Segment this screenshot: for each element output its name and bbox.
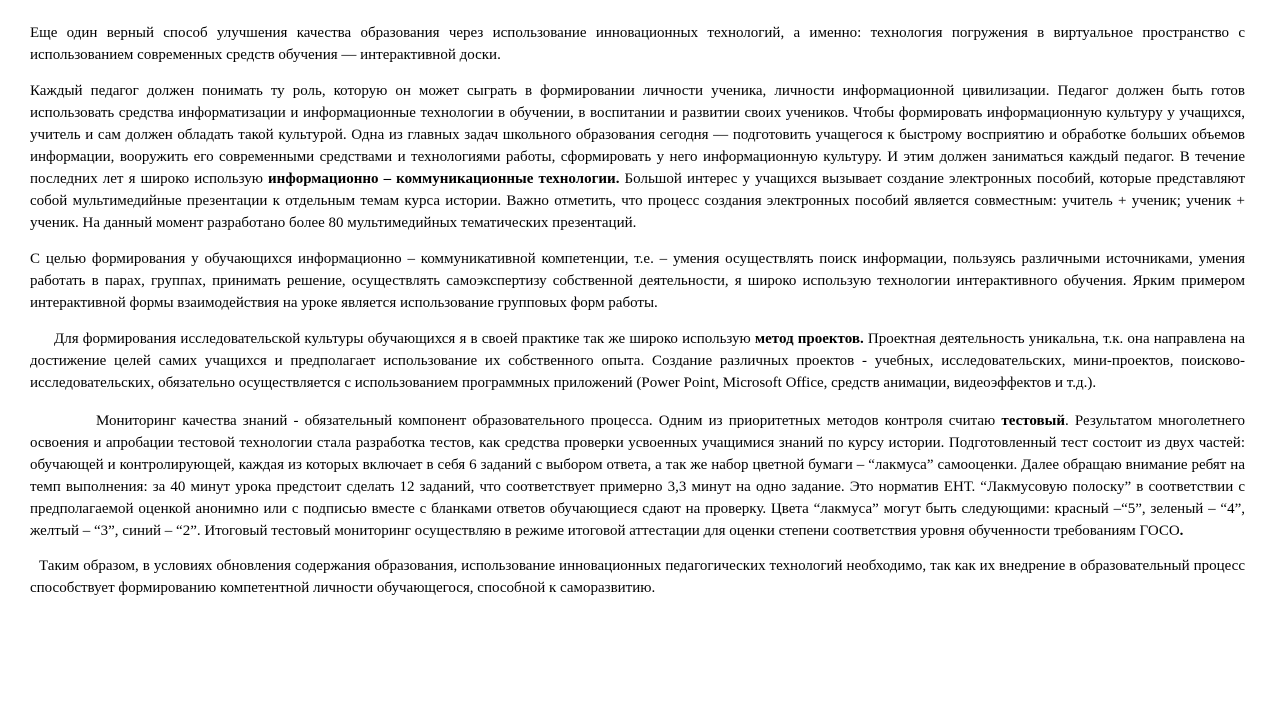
paragraph-projects — [30, 328, 1245, 394]
document-body — [30, 22, 1245, 599]
paragraph-monitoring — [30, 410, 1245, 542]
paragraph-interactive-board — [30, 22, 1245, 66]
paragraph-ict — [30, 80, 1245, 234]
paragraph-text: Каждый педагог должен понимать ту роль, которую он может сыграть в формировании личности ученика, личности информационной цивилизации. Педагог должен быть готов использовать средства информатизации и информационные технологии в обучении, в воспитании и развитии своих учеников. Чтобы формировать информационную культуру у учащихся, учитель и сам должен обладать такой культурой. Одна из главных задач школьного образования сегодня — подготовить учащегося к быстрому восприятию и обработке больших объемов информации, вооружить его современными средствами и технологиями работы, сформировать у него информационную культуру. И этим должен заниматься каждый педагог. В течение последних лет я широко использую — [30, 83, 1245, 187]
paragraph-conclusion — [30, 555, 1245, 599]
paragraph-text: Мониторинг качества знаний - обязательный компонент образовательного процесса. Одним из приоритетных методов контроля считаю — [96, 413, 1002, 429]
paragraph-text: Большой интерес у учащихся вызывает создание электронных пособий, которые представляют собой мультимедийные презентации к отдельным темам курса истории. Важно отметить, что процесс создания электронных пособий является совместным: учитель + ученик; ученик + ученик. На данный момент разработано более 80 мультимедийных тематических презентаций. — [30, 171, 1245, 231]
bold-term-test: тестовый — [1001, 413, 1065, 429]
paragraph-competence — [30, 248, 1245, 314]
paragraph-text: Проектная деятельность уникальна, т.к. она направлена на достижение целей самих учащихся и предполагает использование их собственного опыта. Создание различных проектов - учебных, исследовательских, мини-проектов, поисково-исследовательских, обязательно осуществляется с использованием программных приложений (Power Point, Microsoft Office, средств анимации, видеоэффектов и т.д.). — [30, 331, 1245, 391]
bold-period: . — [1179, 523, 1184, 539]
bold-term-project-method: метод проектов. — [754, 331, 864, 347]
paragraph-text: . Результатом многолетнего освоения и апробации тестовой технологии стала разработка тестов, как средства проверки усвоенных учащимися знаний по курсу истории. Подготовленный тест состоит из двух частей: обучающей и контролирующей, каждая из которых включает в себя 6 заданий с выбором ответа, а так же набор цветной бумаги – “лакмуса” самооценки. Далее обращаю внимание ребят на темп выполнения: за 40 минут урока предстоит сделать 12 заданий, что соответствует примерно 3,3 минут на одно задание. Это норматив ЕНТ. “Лакмусовую полоску” в соответствии с предполагаемой оценкой анонимно или с подписью вместе с бланками ответов обучающиеся сдают на проверку. Цвета “лакмуса” могут быть следующими: красный –“5”, зеленый – “4”, желтый – “3”, синий – “2”. Итоговый тестовый мониторинг осуществляю в режиме итоговой аттестации для оценки степени соответствия уровня обученности требованиям ГОСО — [30, 413, 1245, 539]
bold-term-ict: информационно – коммуникационные технологии. — [268, 171, 620, 187]
paragraph-text: С целью формирования у обучающихся информационно – коммуникативной компетенции, т.е. – умения осуществлять поиск информации, пользуясь различными источниками, умения работать в парах, группах, принимать решение, осуществлять самоэкспертизу собственной деятельности, я широко использую технологии интерактивного обучения. Ярким примером интерактивной формы взаимодействия на уроке является использование групповых форм работы. — [30, 251, 1245, 311]
paragraph-text: Еще один верный способ улучшения качества образования через использование инновационных технологий, а именно: технология погружения в виртуальное пространство с использованием современных средств обучения — интерактивной доски. — [30, 25, 1245, 63]
paragraph-text: Для формирования исследовательской культуры обучающихся я в своей практике так же широко использую — [54, 331, 755, 347]
paragraph-text: Таким образом, в условиях обновления содержания образования, использование инновационных педагогических технологий необходимо, так как их внедрение в образовательный процесс способствует формированию компетентной личности обучающегося, способной к саморазвитию. — [30, 558, 1245, 596]
